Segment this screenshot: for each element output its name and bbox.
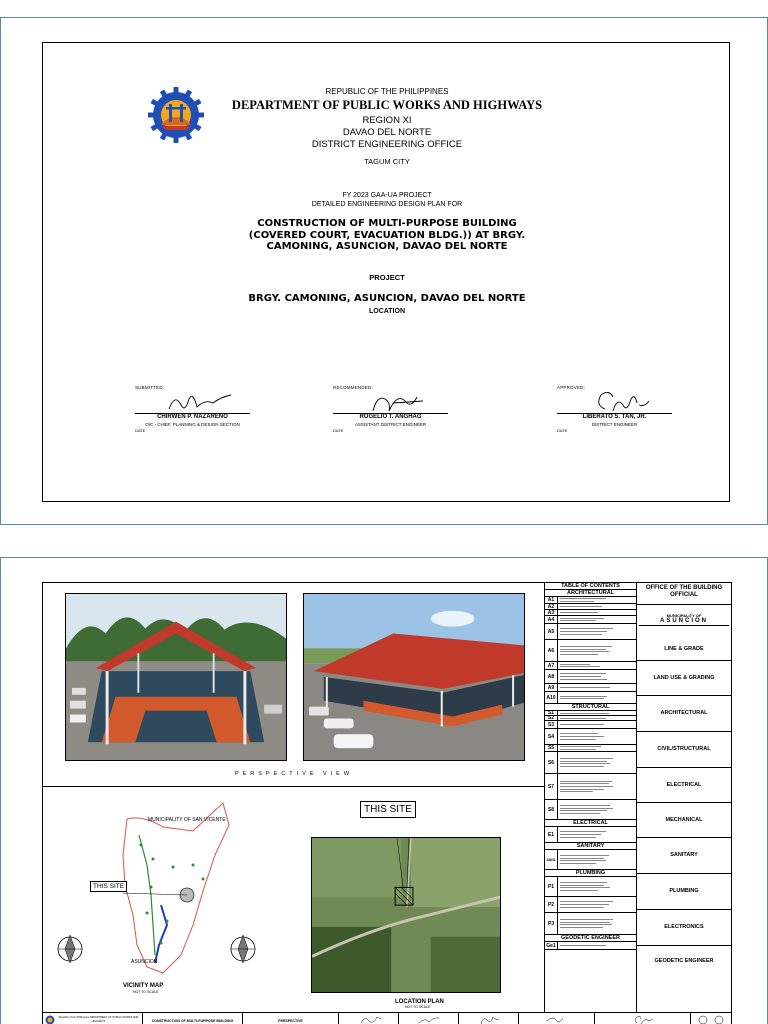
location-label: LOCATION [368,308,406,315]
table-of-contents [545,583,637,1012]
signature-icon [363,389,433,415]
discipline-mechanical: MECHANICAL [637,803,731,838]
toc-row: SAN1 [545,850,636,870]
toc-section-architectural: ARCHITECTURAL [545,590,636,597]
toc-row: A3 [545,610,636,616]
signatory-title: ASSISTANT DISTRICT ENGINEER [354,422,427,427]
vicinity-this-site-label: THIS SITE [90,881,127,892]
cover-sheet [0,17,768,525]
location-plan-scale: NOT TO SCALE [405,1005,431,1009]
department-name: DEPARTMENT OF PUBLIC WORKS AND HIGHWAYS [231,98,543,112]
toc-row: S7 [545,774,636,800]
signature-icon [417,1015,441,1024]
discipline-civil-structural: CIVIL/STRUCTURAL [637,732,731,768]
maps-area [43,787,545,1012]
office-text: DISTRICT ENGINEERING OFFICE [311,139,463,150]
toc-row: A4 [545,616,636,624]
toc-row: E1 [545,827,636,843]
covered-court-aerial-icon [304,594,524,760]
building-official-title: OFFICE OF THE BUILDING OFFICIAL [637,583,731,605]
project-title [173,218,601,253]
location-plan-title: LOCATION PLAN [395,999,444,1005]
toc-row: A9 [545,684,636,692]
title-block-signature-cell [519,1013,595,1024]
fy-project-text: FY 2023 GAA-UA PROJECT [342,192,432,199]
toc-row: P2 [545,897,636,913]
signatory-role: SUBMITTED: [135,385,165,390]
title-block-project: CONSTRUCTION OF MULTI-PURPOSE BUILDING [143,1013,243,1024]
republic-text: REPUBLIC OF THE PHILIPPINES [325,87,449,96]
north-arrow-icon [228,927,258,967]
title-block [43,1012,731,1024]
toc-section-structural: STRUCTURAL [545,704,636,711]
discipline-sanitary: SANITARY [637,838,731,874]
project-title-line-3: CAMONING, ASUNCION, DAVAO DEL NORTE [266,241,508,252]
title-block-sheet-no [691,1013,731,1024]
toc-row: S1 [545,711,636,716]
signatory-role: RECOMMENDED: [333,385,373,390]
toc-row: P3 [545,913,636,935]
signatory-date: DATE [333,428,344,433]
discipline-architectural: ARCHITECTURAL [637,696,731,732]
title-block-signature-cell [595,1013,691,1024]
toc-row: S3 [545,721,636,729]
toc-row: Ge1 [545,942,636,950]
signature-icon [477,1015,501,1024]
municipality-label: MUNICIPALITY OF SAN VICENTE [148,817,226,823]
discipline-line-grade: LINE & GRADE [637,626,731,661]
asuncion-label: ASUNCION [131,959,158,965]
signatory-name: LIBERATO S. TAN, JR. [582,414,647,420]
cover-frame [42,42,730,502]
north-arrow-icon [55,927,85,967]
signatory-title: OIC - CHIEF, PLANNING & DESIGN SECTION [145,422,240,427]
toc-section-plumbing: PLUMBING [545,870,636,877]
toc-row: S8 [545,800,636,820]
title-block-signature-cell [459,1013,519,1024]
satellite-image-icon [312,838,500,992]
region-text: REGION XI [362,115,412,126]
title-block-signature-cell [399,1013,459,1024]
toc-row: A8 [545,670,636,684]
covered-court-render-icon [66,594,286,760]
city-text: TAGUM CITY [364,157,410,166]
toc-row: P1 [545,877,636,897]
project-title-line-1: CONSTRUCTION OF MULTI-PURPOSE BUILDING [257,218,517,229]
project-label: PROJECT [369,273,405,282]
perspective-render-side [303,593,525,761]
title-block-sheet-content: PERSPECTIVE [243,1013,339,1024]
signature-icon [165,389,235,415]
vicinity-map-title: VICINITY MAP [123,983,164,989]
signature-icon [631,1015,655,1024]
signatory-title: DISTRICT ENGINEER [591,422,638,427]
perspective-sheet [0,557,768,1024]
dpwh-logo-icon [45,1015,55,1024]
discipline-plumbing: PLUMBING [637,874,731,910]
toc-row: S4 [545,729,636,745]
signatory-name: CHIRWEN P. NAZARENO [157,414,228,420]
toc-title: TABLE OF CONTENTS [545,583,636,590]
municipality-of-label: MUNICIPALITY OF [666,613,702,618]
location-plan-photo [311,837,501,993]
toc-section-electrical: ELECTRICAL [545,820,636,827]
toc-row: A10 [545,692,636,704]
location-this-site-label: THIS SITE [360,801,416,818]
signature-icon [545,1015,569,1024]
toc-row: S2 [545,716,636,721]
toc-row: A1 [545,597,636,604]
location-text: BRGY. CAMONING, ASUNCION, DAVAO DEL NORTE [248,293,526,304]
perspective-render-front [65,593,287,761]
signatory-role: APPROVED: [557,385,586,390]
municipality-name: ASUNCION [639,618,729,626]
toc-row: A5 [545,624,636,640]
toc-section-sanitary: SANITARY [545,843,636,850]
title-block-signature-cell [339,1013,399,1024]
signatory-name: ROGELIO T. ANGHAG [359,414,422,420]
project-title-line-2: (COVERED COURT, EVACUATION BLDG.)) AT BRGY. [248,229,526,241]
toc-section-geodetic: GEODETIC ENGINEER [545,935,636,942]
toc-row: S5 [545,745,636,752]
plan-for-text: DETAILED ENGINEERING DESIGN PLAN FOR [311,201,463,208]
discipline-geodetic: GEODETIC ENGINEER [654,958,714,964]
title-block-agency: Republic of the Philippines DEPARTMENT OF PUBLIC WORKS AND HIGHWAYS [43,1013,143,1024]
vicinity-map-scale: NOT TO SCALE [133,990,159,994]
perspective-frame [42,582,732,1024]
perspective-area [43,583,545,787]
signatory-date: DATE [557,428,568,433]
discipline-electrical: ELECTRICAL [637,768,731,803]
building-official-panel [637,583,731,1012]
province-text: DAVAO DEL NORTE [342,127,432,138]
signature-icon [359,1015,383,1024]
discipline-electronics: ELECTRONICS [637,910,731,946]
perspective-view-label: PERSPECTIVE VIEW [234,771,354,777]
toc-row: A6 [545,640,636,662]
signature-icon [587,389,657,415]
toc-row: S6 [545,752,636,774]
discipline-land-use: LAND USE & GRADING [637,661,731,696]
signatory-date: DATE [135,428,146,433]
toc-row: A2 [545,604,636,610]
toc-row: A7 [545,662,636,670]
sheet-number-icon [695,1015,727,1024]
